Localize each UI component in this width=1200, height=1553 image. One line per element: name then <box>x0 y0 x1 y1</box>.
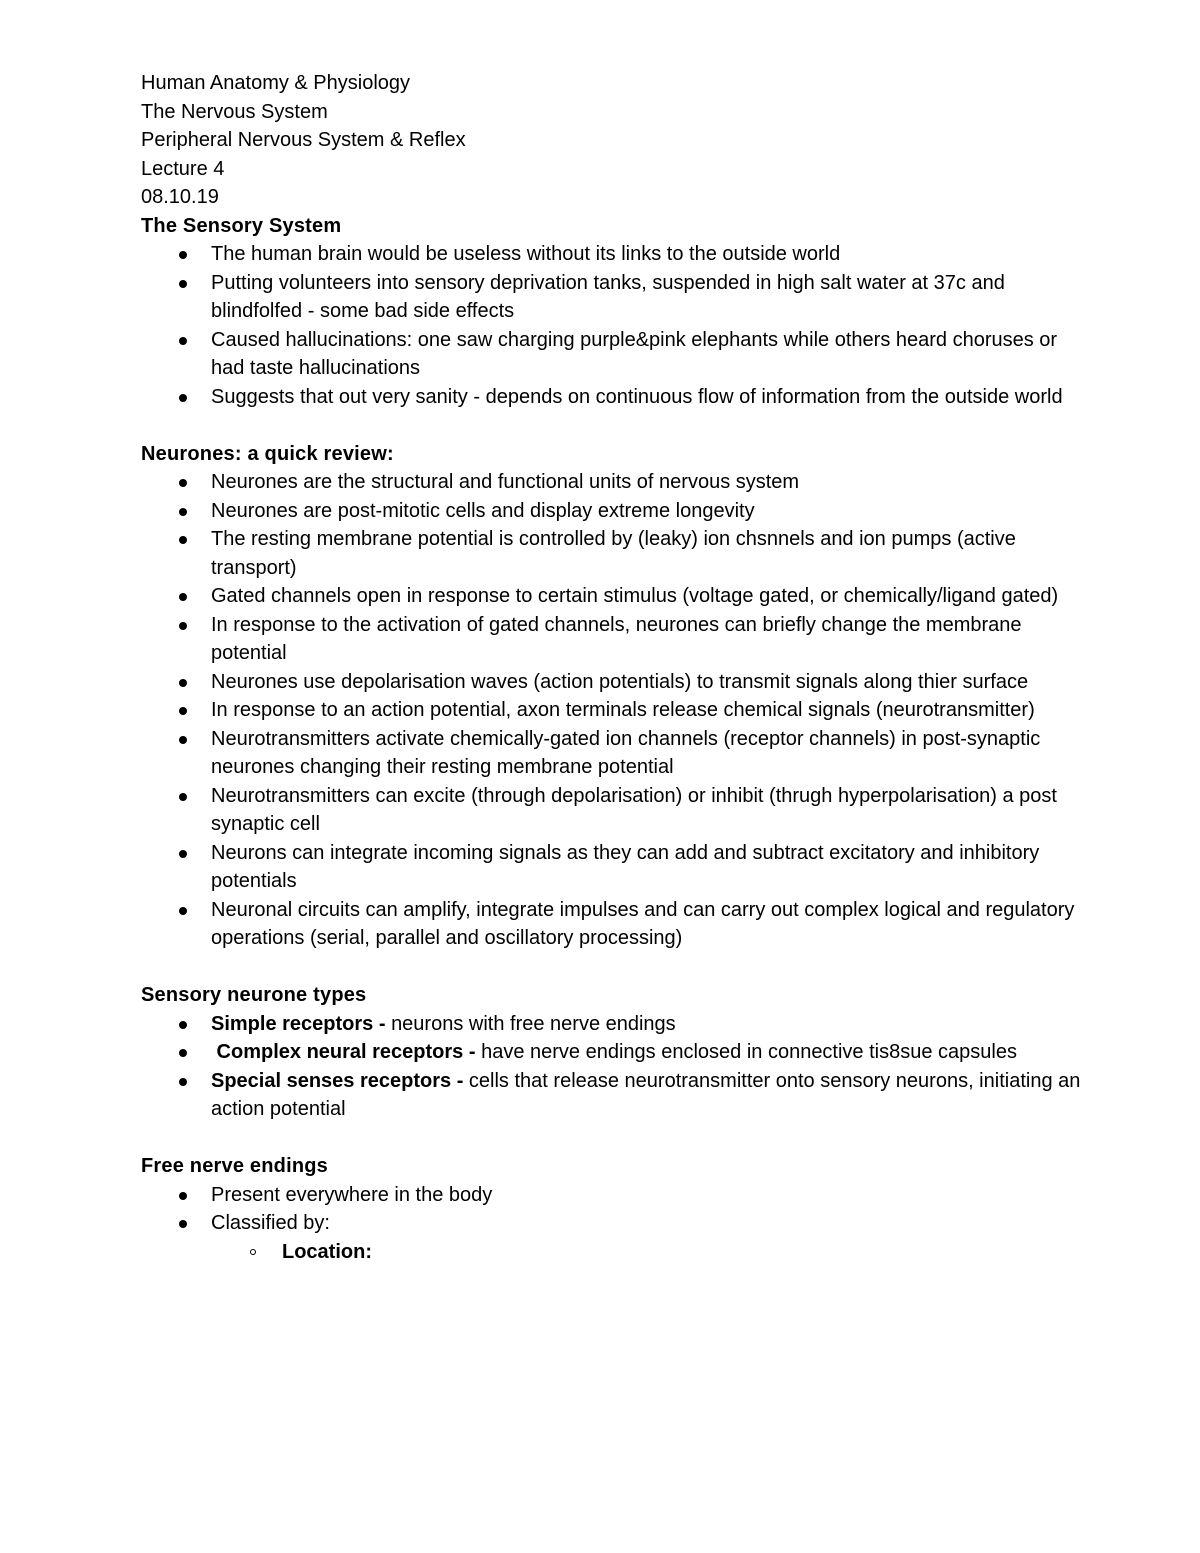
bullet-icon <box>179 394 187 402</box>
blank-line <box>141 953 1081 982</box>
list-item: In response to the activation of gated channels, neurones can briefly change the membrane potential <box>141 611 1081 668</box>
list-item <box>141 1038 1081 1067</box>
section-heading-neurones-review: Neurones: a quick review: <box>141 442 394 465</box>
free-nerve-endings-sublist <box>141 1238 1081 1267</box>
list-item: Present everywhere in the body <box>141 1181 1081 1210</box>
blank-line <box>141 411 1081 440</box>
list-item: Putting volunteers into sensory deprivation tanks, suspended in high salt water at 37c and blindfolfed - some bad side effects <box>141 269 1081 326</box>
lecture-date: 08.10.19 <box>141 186 219 208</box>
list-item: Neurones use depolarisation waves (action potentials) to transmit signals along thier surface <box>141 668 1081 697</box>
list-item: Gated channels open in response to certain stimulus (voltage gated, or chemically/ligand gated) <box>141 582 1081 611</box>
bullet-icon <box>179 593 187 601</box>
bullet-icon <box>179 707 187 715</box>
bullet-icon <box>179 793 187 801</box>
neurones-review-list <box>141 468 1081 953</box>
bullet-icon <box>179 280 187 288</box>
document-page <box>141 69 1081 1266</box>
bullet-icon <box>179 1049 187 1057</box>
section-heading-sensory-system: The Sensory System <box>141 214 342 237</box>
section-heading-free-nerve-endings: Free nerve endings <box>141 1155 328 1177</box>
list-item <box>141 1067 1081 1124</box>
hollow-bullet-icon <box>250 1249 256 1255</box>
subtopic-title: Peripheral Nervous System & Reflex <box>141 129 466 151</box>
term-description: have nerve endings enclosed in connective tis8sue capsules <box>481 1041 1017 1063</box>
list-item: Neurons can integrate incoming signals as they can add and subtract excitatory and inhibitory potentials <box>141 839 1081 896</box>
bullet-icon <box>179 736 187 744</box>
bullet-icon <box>179 508 187 516</box>
list-item: The resting membrane potential is controlled by (leaky) ion chsnnels and ion pumps (active transport) <box>141 525 1081 582</box>
bullet-icon <box>179 679 187 687</box>
list-item: Neurones are the structural and functional units of nervous system <box>141 468 1081 497</box>
blank-line <box>141 1124 1081 1153</box>
term-label: Special senses receptors - <box>211 1069 469 1092</box>
list-item: Neurotransmitters activate chemically-gated ion channels (receptor channels) in post-synaptic neurones changing their resting membrane potential <box>141 725 1081 782</box>
sensory-system-list <box>141 240 1081 411</box>
list-item: The human brain would be useless without its links to the outside world <box>141 240 1081 269</box>
term-label: Complex neural receptors - <box>211 1041 482 1063</box>
course-title: Human Anatomy & Physiology <box>141 72 411 94</box>
bullet-icon <box>179 536 187 544</box>
list-item: Classified by: <box>141 1209 1081 1238</box>
bullet-icon <box>179 1220 187 1228</box>
free-nerve-endings-list <box>141 1181 1081 1238</box>
bullet-icon <box>179 1021 187 1029</box>
list-item <box>141 1010 1081 1039</box>
list-item: Neuronal circuits can amplify, integrate impulses and can carry out complex logical and regulatory operations (serial, parallel and oscillatory processing) <box>141 896 1081 953</box>
sub-list-item: Location: <box>141 1238 1081 1267</box>
list-item: Caused hallucinations: one saw charging purple&pink elephants while others heard choruses or had taste hallucinations <box>141 326 1081 383</box>
sensory-neurone-types-list <box>141 1010 1081 1124</box>
bullet-icon <box>179 337 187 345</box>
bullet-icon <box>179 479 187 487</box>
term-description: cells that release neurotransmitter onto sensory neurons, initiating an action potential <box>211 1069 1081 1120</box>
bullet-icon <box>179 907 187 915</box>
lecture-number: Lecture 4 <box>141 157 225 180</box>
topic-title: The Nervous System <box>141 100 328 123</box>
list-item: Neurones are post-mitotic cells and display extreme longevity <box>141 497 1081 526</box>
term-label: Simple receptors - <box>211 1012 392 1035</box>
bullet-icon <box>179 1078 187 1086</box>
bullet-icon <box>179 1192 187 1200</box>
bullet-icon <box>179 850 187 858</box>
bullet-icon <box>179 251 187 259</box>
list-item: In response to an action potential, axon terminals release chemical signals (neurotransmitter) <box>141 696 1081 725</box>
list-item: Neurotransmitters can excite (through depolarisation) or inhibit (thrugh hyperpolarisation) a post synaptic cell <box>141 782 1081 839</box>
term-description: neurons with free nerve endings <box>391 1012 676 1035</box>
section-heading-sensory-neurone-types: Sensory neurone types <box>141 984 367 1006</box>
bullet-icon <box>179 622 187 630</box>
list-item: Suggests that out very sanity - depends on continuous flow of information from the outside world <box>141 383 1081 412</box>
